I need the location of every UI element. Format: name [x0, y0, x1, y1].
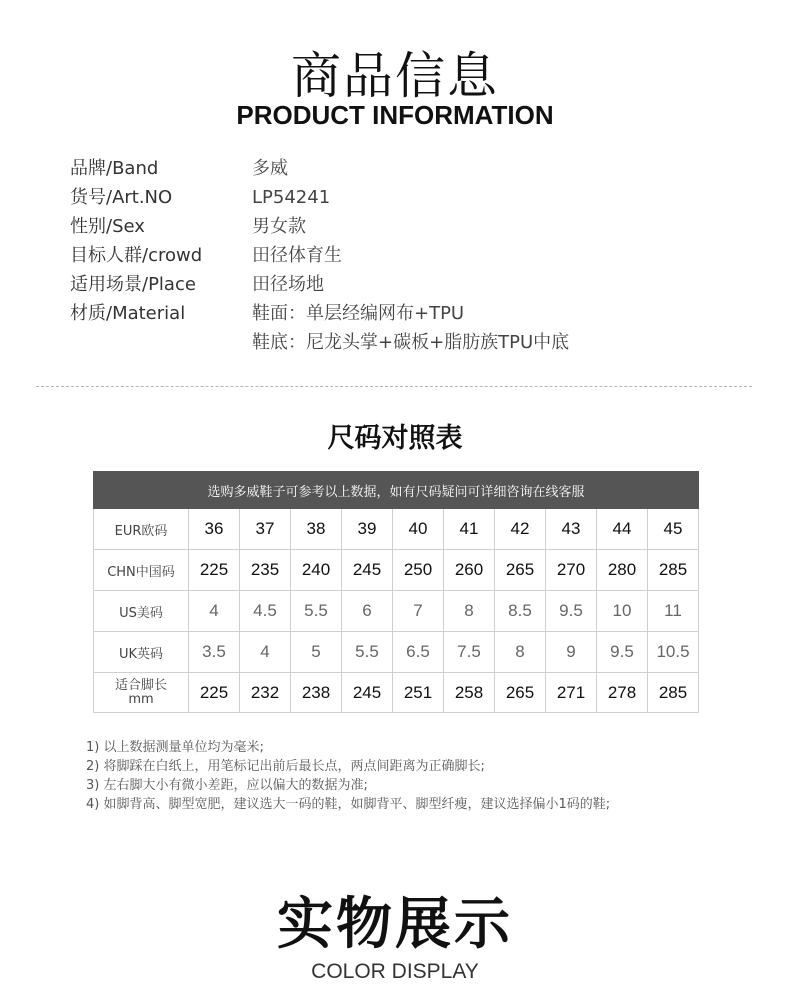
- info-value: 田径体育生: [252, 245, 342, 266]
- size-cell: 258: [444, 673, 495, 713]
- size-cell: 285: [648, 673, 699, 713]
- size-cell: 4: [189, 591, 240, 632]
- size-cell: 271: [546, 673, 597, 713]
- size-cell: 250: [393, 550, 444, 591]
- info-label: 品牌/Band: [70, 158, 159, 179]
- info-row-sex: [70, 212, 569, 241]
- size-cell: 10.5: [648, 632, 699, 673]
- size-cell: 42: [495, 509, 546, 550]
- size-cell: 225: [189, 673, 240, 713]
- info-row-article-no: [70, 183, 569, 212]
- size-cell: 4.5: [240, 591, 291, 632]
- row-label-eur: EUR欧码: [94, 509, 189, 550]
- size-cell: 251: [393, 673, 444, 713]
- size-cell: 260: [444, 550, 495, 591]
- info-value: 男女款: [252, 216, 306, 237]
- table-row: [94, 509, 699, 550]
- size-cell: 5.5: [291, 591, 342, 632]
- size-cell: 245: [342, 673, 393, 713]
- table-row: [94, 550, 699, 591]
- row-label-foot-length: 适合脚长 mm: [94, 673, 189, 713]
- size-cell: 10: [597, 591, 648, 632]
- size-cell: 5.5: [342, 632, 393, 673]
- size-cell: 7: [393, 591, 444, 632]
- info-label: 性别/Sex: [70, 216, 145, 237]
- size-cell: 43: [546, 509, 597, 550]
- size-cell: 9: [546, 632, 597, 673]
- size-cell: 8.5: [495, 591, 546, 632]
- size-cell: 240: [291, 550, 342, 591]
- info-row-place: [70, 270, 569, 299]
- size-cell: 232: [240, 673, 291, 713]
- size-chart-banner-row: [94, 472, 699, 509]
- info-label: 适用场景/Place: [70, 274, 196, 295]
- size-cell: 8: [495, 632, 546, 673]
- note-item: 4) 如脚背高、脚型宽肥，建议选大一码的鞋，如脚背平、脚型纤瘦，建议选择偏小1码的鞋;: [86, 797, 611, 812]
- info-value: 田径场地: [252, 274, 324, 295]
- info-value: [252, 299, 569, 357]
- color-display-title-cn: 实物展示: [277, 892, 513, 957]
- material-upper: 鞋面：单层经编网布+TPU: [252, 303, 465, 324]
- material-sole: 鞋底：尼龙头掌+碳板+脂肪族TPU中底: [252, 332, 570, 353]
- dashed-divider: [36, 386, 752, 387]
- product-info-list: [70, 154, 569, 357]
- table-row: [94, 673, 699, 713]
- size-cell: 6.5: [393, 632, 444, 673]
- row-label-chn: CHN中国码: [94, 550, 189, 591]
- note-item: 2) 将脚踩在白纸上，用笔标记出前后最长点，两点间距离为正确脚长;: [86, 759, 485, 774]
- size-chart-table: [93, 471, 699, 713]
- size-cell: 9.5: [546, 591, 597, 632]
- size-cell: 11: [648, 591, 699, 632]
- product-info-title-en: PRODUCT INFORMATION: [236, 100, 554, 130]
- info-value: 多威: [252, 158, 288, 179]
- size-cell: 6: [342, 591, 393, 632]
- size-chart-banner: 选购多威鞋子可参考以上数据，如有尺码疑问可详细咨询在线客服: [94, 472, 699, 509]
- size-cell: 37: [240, 509, 291, 550]
- info-row-crowd: [70, 241, 569, 270]
- note-item: 1) 以上数据测量单位均为毫米;: [86, 740, 264, 755]
- size-cell: 245: [342, 550, 393, 591]
- info-label: 目标人群/crowd: [70, 245, 203, 266]
- info-value: LP54241: [252, 187, 331, 208]
- size-cell: 39: [342, 509, 393, 550]
- size-cell: 265: [495, 673, 546, 713]
- size-cell: 3.5: [189, 632, 240, 673]
- size-cell: 45: [648, 509, 699, 550]
- size-cell: 285: [648, 550, 699, 591]
- size-cell: 7.5: [444, 632, 495, 673]
- size-cell: 38: [291, 509, 342, 550]
- info-row-brand: [70, 154, 569, 183]
- size-cell: 41: [444, 509, 495, 550]
- table-row: [94, 632, 699, 673]
- size-cell: 4: [240, 632, 291, 673]
- color-display-title-en: COLOR DISPLAY: [311, 960, 479, 983]
- size-cell: 238: [291, 673, 342, 713]
- size-cell: 36: [189, 509, 240, 550]
- size-cell: 9.5: [597, 632, 648, 673]
- size-cell: 235: [240, 550, 291, 591]
- size-cell: 5: [291, 632, 342, 673]
- product-info-title-cn: 商品信息: [291, 47, 499, 105]
- table-row: [94, 591, 699, 632]
- size-cell: 225: [189, 550, 240, 591]
- note-item: 3) 左右脚大小有微小差距，应以偏大的数据为准;: [86, 778, 368, 793]
- size-chart-title: 尺码对照表: [327, 423, 463, 454]
- info-label: 材质/Material: [70, 303, 186, 324]
- size-cell: 40: [393, 509, 444, 550]
- row-label-uk: UK英码: [94, 632, 189, 673]
- size-notes: [86, 738, 610, 814]
- size-cell: 278: [597, 673, 648, 713]
- info-label: 货号/Art.NO: [70, 187, 173, 208]
- row-label-us: US美码: [94, 591, 189, 632]
- size-cell: 8: [444, 591, 495, 632]
- size-cell: 270: [546, 550, 597, 591]
- info-row-material: [70, 299, 569, 357]
- size-cell: 265: [495, 550, 546, 591]
- size-cell: 44: [597, 509, 648, 550]
- size-cell: 280: [597, 550, 648, 591]
